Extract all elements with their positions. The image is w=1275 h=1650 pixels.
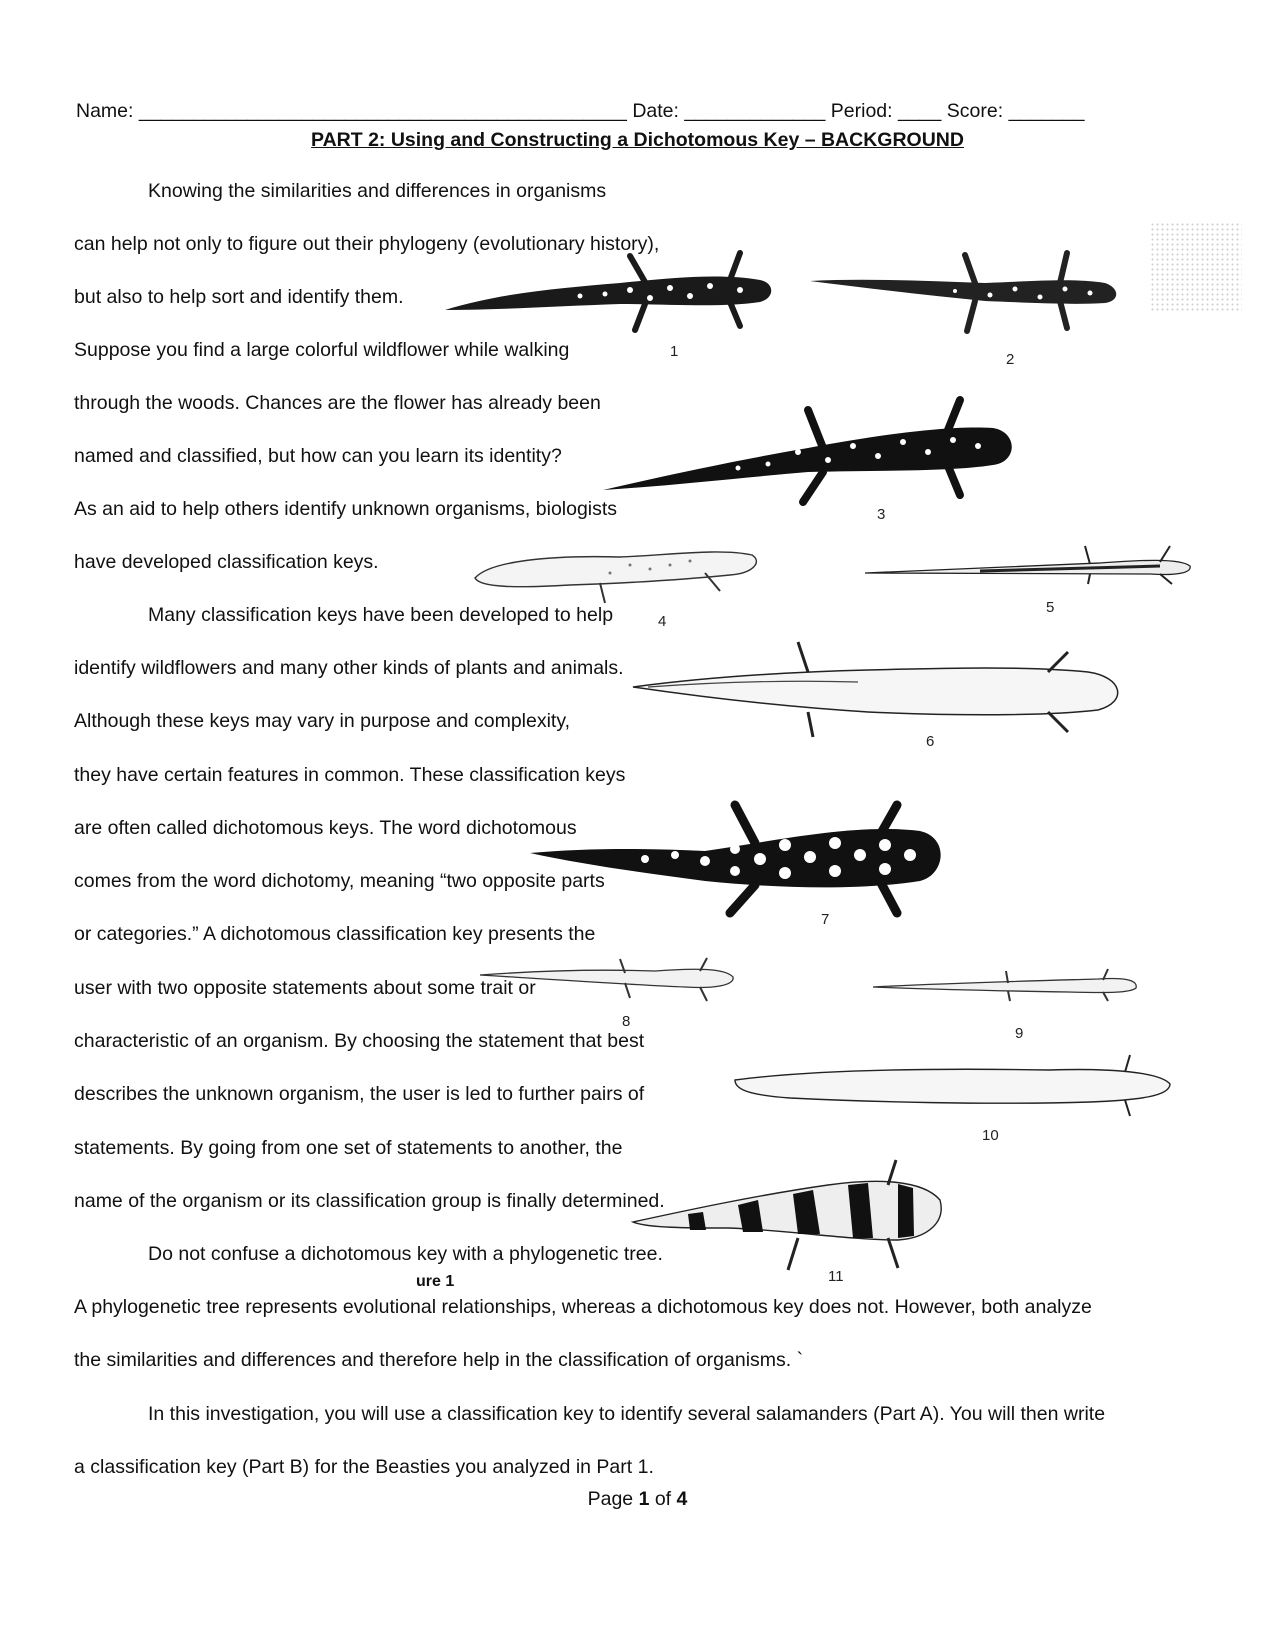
page-footer — [0, 1488, 1275, 1511]
figure-label: 1 — [670, 343, 679, 360]
figure-label: 4 — [658, 613, 667, 630]
figure-label: 3 — [877, 506, 886, 523]
text-line: name of the organism or its classification group is finally determined. — [74, 1190, 665, 1212]
total-pages-number: 4 — [676, 1488, 688, 1510]
name-blank[interactable]: _____________________________________________ — [138, 100, 627, 122]
figure-label: 5 — [1046, 599, 1055, 616]
figure-label: 10 — [982, 1127, 999, 1144]
salamander-10-illustration — [730, 1050, 1175, 1125]
current-page-number: 1 — [638, 1488, 650, 1510]
text-line: the similarities and differences and therefore help in the classification of organisms. ` — [74, 1349, 804, 1371]
text-line: Knowing the similarities and differences in organisms — [148, 180, 607, 202]
salamander-6-illustration — [628, 632, 1128, 742]
text-line: A phylogenetic tree represents evolutional relationships, whereas a dichotomous key does not. However, both analyze — [74, 1296, 1092, 1318]
text-line: identify wildflowers and many other kinds of plants and animals. — [74, 657, 624, 679]
text-line: In this investigation, you will use a classification key to identify several salamanders (Part A). You will then write — [148, 1403, 1106, 1425]
salamander-3-illustration — [598, 390, 1018, 515]
page-title: PART 2: Using and Constructing a Dichotomous Key – BACKGROUND — [311, 129, 964, 151]
text-line: have developed classification keys. — [74, 551, 379, 573]
period-label: Period: — [830, 100, 893, 122]
text-line: As an aid to help others identify unknown organisms, biologists — [74, 498, 618, 520]
text-line: Although these keys may vary in purpose and complexity, — [74, 710, 571, 732]
text-line: are often called dichotomous keys. The word dichotomous — [74, 817, 577, 839]
text-line: through the woods. Chances are the flower has already been — [74, 392, 601, 414]
text-line: characteristic of an organism. By choosing the statement that best — [74, 1030, 645, 1052]
text-line: Many classification keys have been developed to help — [148, 604, 614, 626]
score-blank[interactable]: _______ — [1008, 100, 1085, 122]
salamander-4-illustration — [470, 543, 760, 608]
figure-label: 8 — [622, 1013, 631, 1030]
text-line: they have certain features in common. These classification keys — [74, 764, 626, 786]
footer-prefix: Page — [587, 1488, 639, 1510]
salamander-1-illustration — [440, 238, 780, 338]
text-line: can help not only to figure out their phylogeny (evolutionary history), — [74, 233, 660, 255]
text-line: comes from the word dichotomy, meaning “two opposite parts — [74, 870, 605, 892]
figure-label: 7 — [821, 911, 830, 928]
footer-middle: of — [649, 1488, 677, 1510]
text-line: user with two opposite statements about some trait or — [74, 977, 536, 999]
header-fields — [76, 100, 1085, 123]
date-blank[interactable]: _____________ — [684, 100, 826, 122]
scan-speckle — [1150, 222, 1242, 312]
text-line: named and classified, but how can you learn its identity? — [74, 445, 562, 467]
score-label: Score: — [946, 100, 1004, 122]
text-line: but also to help sort and identify them. — [74, 286, 404, 308]
salamander-9-illustration — [868, 963, 1143, 1003]
salamander-8-illustration — [475, 953, 740, 1008]
salamander-11-illustration — [628, 1150, 953, 1280]
figure-label: 9 — [1015, 1025, 1024, 1042]
period-blank[interactable]: ____ — [897, 100, 942, 122]
text-line: or categories.” A dichotomous classification key presents the — [74, 923, 596, 945]
text-line: a classification key (Part B) for the Beasties you analyzed in Part 1. — [74, 1456, 654, 1478]
figure-caption: ure 1 — [416, 1273, 455, 1290]
figure-label: 11 — [828, 1268, 844, 1285]
figure-label: 6 — [926, 733, 935, 750]
text-line: Do not confuse a dichotomous key with a phylogenetic tree. — [148, 1243, 663, 1265]
text-line: describes the unknown organism, the user is led to further pairs of — [74, 1083, 645, 1105]
salamander-7-illustration — [525, 793, 950, 928]
name-label: Name: — [76, 100, 134, 122]
figure-label: 2 — [1006, 351, 1015, 368]
salamander-5-illustration — [860, 538, 1200, 588]
text-line: statements. By going from one set of statements to another, the — [74, 1137, 623, 1159]
salamander-2-illustration — [805, 243, 1125, 338]
date-label: Date: — [632, 100, 679, 122]
text-line: Suppose you find a large colorful wildflower while walking — [74, 339, 570, 361]
